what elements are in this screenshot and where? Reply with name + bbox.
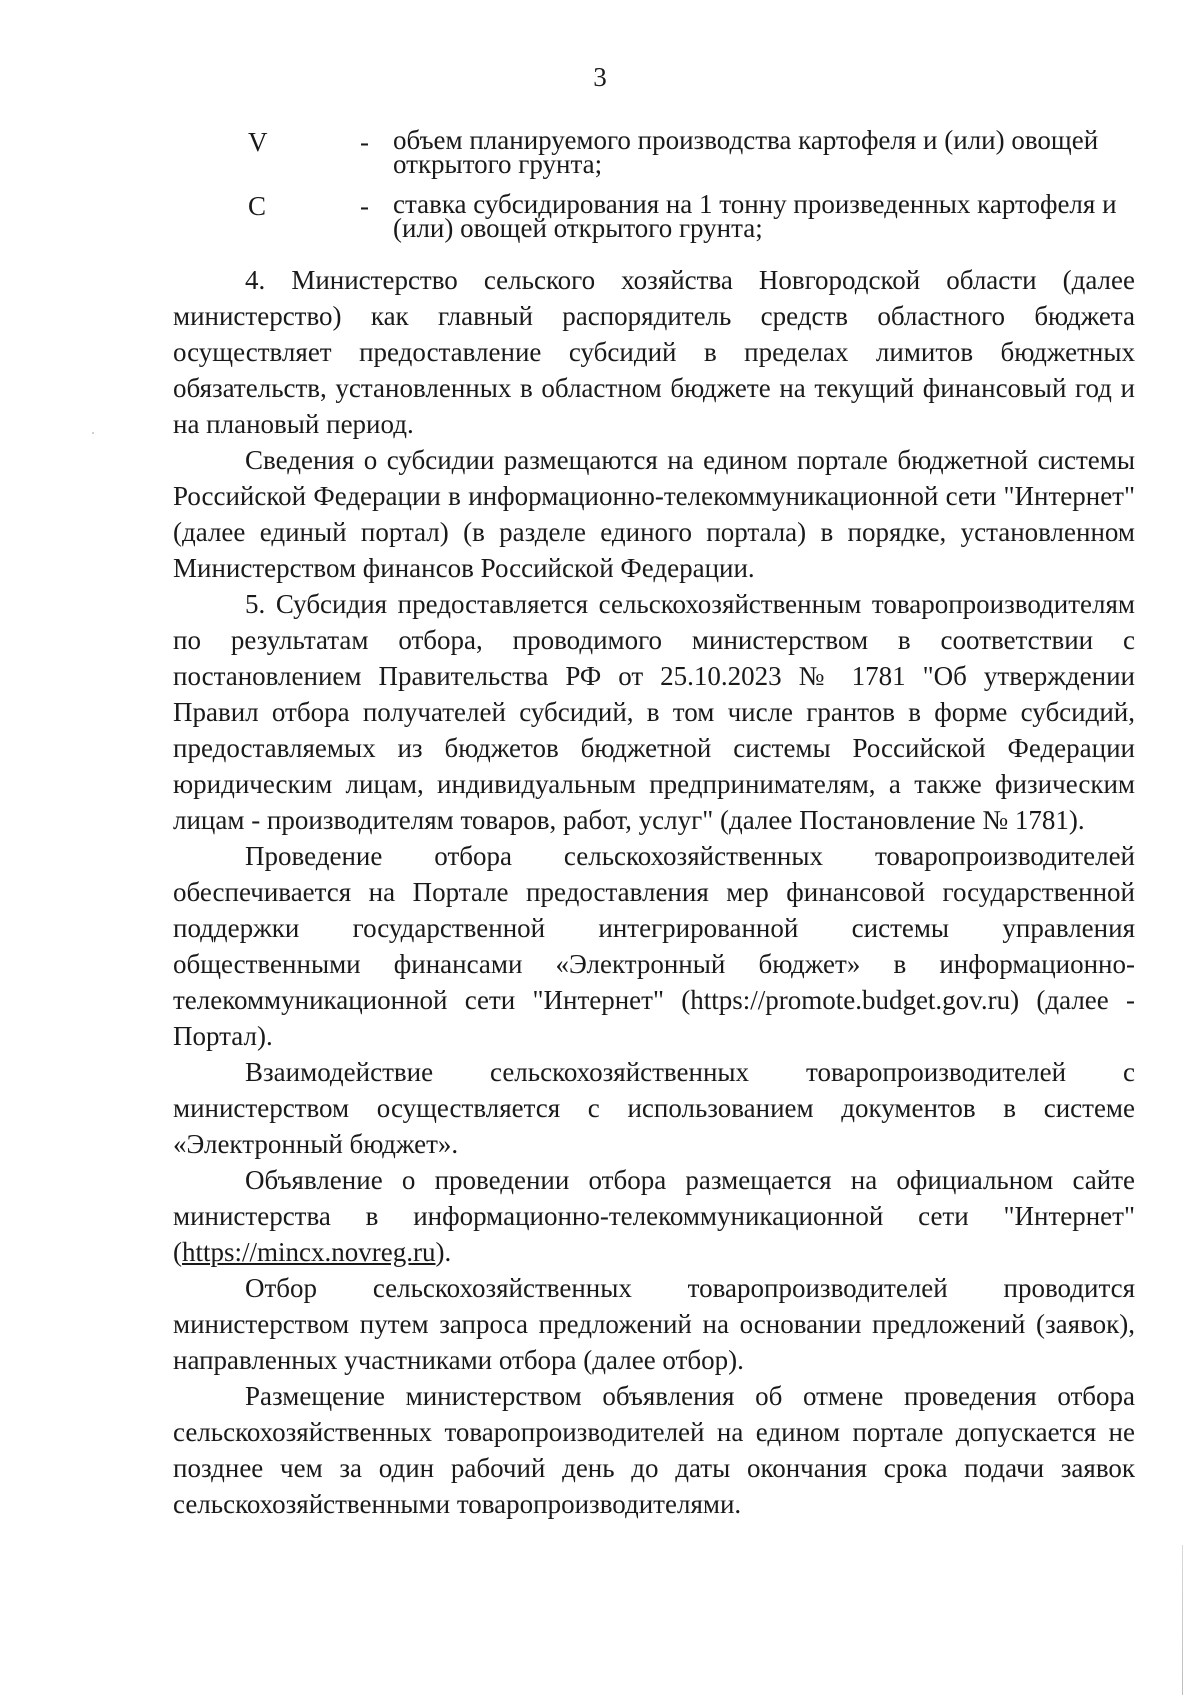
definition-symbol: V <box>248 127 268 157</box>
paragraph-announcement <box>173 1162 1135 1270</box>
paragraph-interaction: Взаимодействие сельскохозяйственных товаропроизводителей с министерством осуществляется с использованием документов в системе «Электронный бюджет». <box>173 1057 1135 1159</box>
definition-dash: - <box>360 127 369 157</box>
paragraph-selection-method: Отбор сельскохозяйственных товаропроизводителей проводится министерством путем запроса предложений на основании предложений (заявок), направленных участниками отбора (далее отбор). <box>173 1273 1135 1375</box>
announcement-text: Объявление о проведении отбора размещается на официальном сайте министерства в информационно-телекоммуникационной сети "Интернет" ( <box>173 1165 1135 1267</box>
paragraph-portal: Проведение отбора сельскохозяйственных товаропроизводителей обеспечивается на Портале предоставления мер финансовой государственной поддержки государственной интегрированной системы управления общественными финансами «Электронный бюджет» в информационно-телекоммуникационной сети "Интернет" (https://promote.budget.gov.ru) (далее - Портал). <box>173 841 1135 1051</box>
ministry-website-link[interactable]: https://mincx.novreg.ru <box>182 1237 436 1267</box>
scan-edge-mark <box>1182 1545 1183 1695</box>
definition-symbol: С <box>248 191 267 221</box>
scan-artifact <box>92 432 94 434</box>
announcement-text-end: ). <box>435 1237 452 1267</box>
definition-text: объем планируемого производства картофеля и (или) овощей открытого грунта; <box>393 125 1099 179</box>
definition-text: ставка субсидирования на 1 тонну произведенных картофеля и (или) овощей открытого грунта; <box>393 189 1117 243</box>
page-number: 3 <box>593 62 607 92</box>
definition-item <box>248 189 1138 256</box>
paragraph-subsidy-selection: 5. Субсидия предоставляется сельскохозяйственным товаропроизводителям по результатам отбора, проводимого министерством в соответствии с постановлением Правительства РФ от 25.10.2023 № 1781 "Об утверждении Правил отбора получателей субсидий, в том числе грантов в форме субсидий, предоставляемых из бюджетов бюджетной системы Российской Федерации юридическим лицам, индивидуальным предпринимателям, а также физическим лицам - производителям товаров, работ, услуг" (далее Постановление № 1781). <box>173 589 1135 835</box>
paragraph-subsidy-info: Сведения о субсидии размещаются на едином портале бюджетной системы Российской Федерации в информационно-телекоммуникационной сети "Интернет" (далее единый портал) (в разделе единого портала) в порядке, установленном Министерством финансов Российской Федерации. <box>173 445 1135 583</box>
paragraph-ministry-role: 4. Министерство сельского хозяйства Новгородской области (далее министерство) как главный распорядитель средств областного бюджета осуществляет предоставление субсидий в пределах лимитов бюджетных обязательств, установленных в областном бюджете на текущий финансовый год и на плановый период. <box>173 265 1135 439</box>
definitions-list <box>248 125 1138 256</box>
document-body <box>173 262 1135 1522</box>
paragraph-cancellation: Размещение министерством объявления об отмене проведения отбора сельскохозяйственных товаропроизводителей на едином портале допускается не позднее чем за один рабочий день до даты окончания срока подачи заявок сельскохозяйственными товаропроизводителями. <box>173 1381 1135 1519</box>
definition-dash: - <box>360 191 369 221</box>
definition-item <box>248 125 1138 192</box>
